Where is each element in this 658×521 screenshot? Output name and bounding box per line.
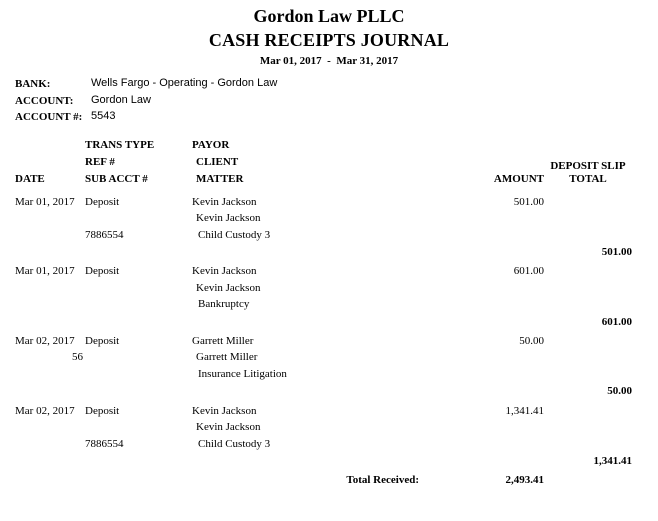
entry-amount: 50.00 [519, 335, 544, 347]
deposit-total: 501.00 [601, 246, 632, 258]
entry-client: Kevin Jackson [196, 421, 261, 433]
entry-payor: Garrett Miller [192, 335, 254, 347]
report-title: CASH RECEIPTS JOURNAL [208, 30, 450, 50]
account-label: ACCOUNT: [15, 95, 74, 107]
col-matter: MATTER [196, 173, 244, 185]
entry-client: Kevin Jackson [196, 282, 261, 294]
total-received-value: 2,493.41 [505, 474, 544, 486]
col-date: DATE [15, 173, 45, 185]
entry-sub-acct: 7886554 [85, 438, 124, 450]
entry-ref: 56 [72, 351, 83, 363]
account-number-label: ACCOUNT #: [15, 111, 83, 123]
col-client: CLIENT [196, 156, 239, 168]
col-deposit-slip: DEPOSIT SLIP [550, 160, 626, 172]
account-value: Gordon Law [91, 94, 151, 106]
col-total: TOTAL [569, 173, 607, 185]
entry-date: Mar 01, 2017 [15, 265, 75, 277]
deposit-total: 601.00 [601, 316, 632, 328]
bank-label: BANK: [15, 78, 51, 90]
col-trans-type: TRANS TYPE [85, 139, 155, 151]
bank-value: Wells Fargo - Operating - Gordon Law [91, 77, 278, 89]
entry-trans-type: Deposit [85, 196, 120, 208]
entry-trans-type: Deposit [85, 265, 120, 277]
date-range [0, 55, 658, 67]
entry-payor: Kevin Jackson [192, 196, 257, 208]
start-date: Mar 01, 2017 [259, 55, 322, 67]
entry-amount: 601.00 [513, 265, 544, 277]
deposit-total: 1,341.41 [593, 455, 632, 467]
range-separator: - [327, 55, 331, 67]
entry-date: Mar 02, 2017 [15, 405, 75, 417]
entry-amount: 501.00 [513, 196, 544, 208]
entry-sub-acct: 7886554 [85, 229, 124, 241]
entry-client: Garrett Miller [196, 351, 258, 363]
firm-name: Gordon Law PLLC [253, 6, 405, 26]
col-amount: AMOUNT [493, 173, 544, 185]
entry-matter: Child Custody 3 [198, 438, 271, 450]
account-number-value: 5543 [91, 110, 116, 122]
entry-date: Mar 01, 2017 [15, 196, 75, 208]
col-sub-acct: SUB ACCT # [85, 173, 148, 185]
col-payor: PAYOR [192, 139, 230, 151]
entry-payor: Kevin Jackson [192, 265, 257, 277]
total-received-label: Total Received: [346, 474, 419, 486]
entry-trans-type: Deposit [85, 405, 120, 417]
entry-amount: 1,341.41 [505, 405, 544, 417]
end-date: Mar 31, 2017 [336, 55, 399, 67]
entry-matter: Insurance Litigation [198, 368, 287, 380]
col-ref: REF # [85, 156, 115, 168]
entry-payor: Kevin Jackson [192, 405, 257, 417]
entry-matter: Child Custody 3 [198, 229, 271, 241]
entry-client: Kevin Jackson [196, 212, 261, 224]
entry-matter: Bankruptcy [198, 298, 250, 310]
deposit-total: 50.00 [607, 385, 632, 397]
entry-trans-type: Deposit [85, 335, 120, 347]
entry-date: Mar 02, 2017 [15, 335, 75, 347]
